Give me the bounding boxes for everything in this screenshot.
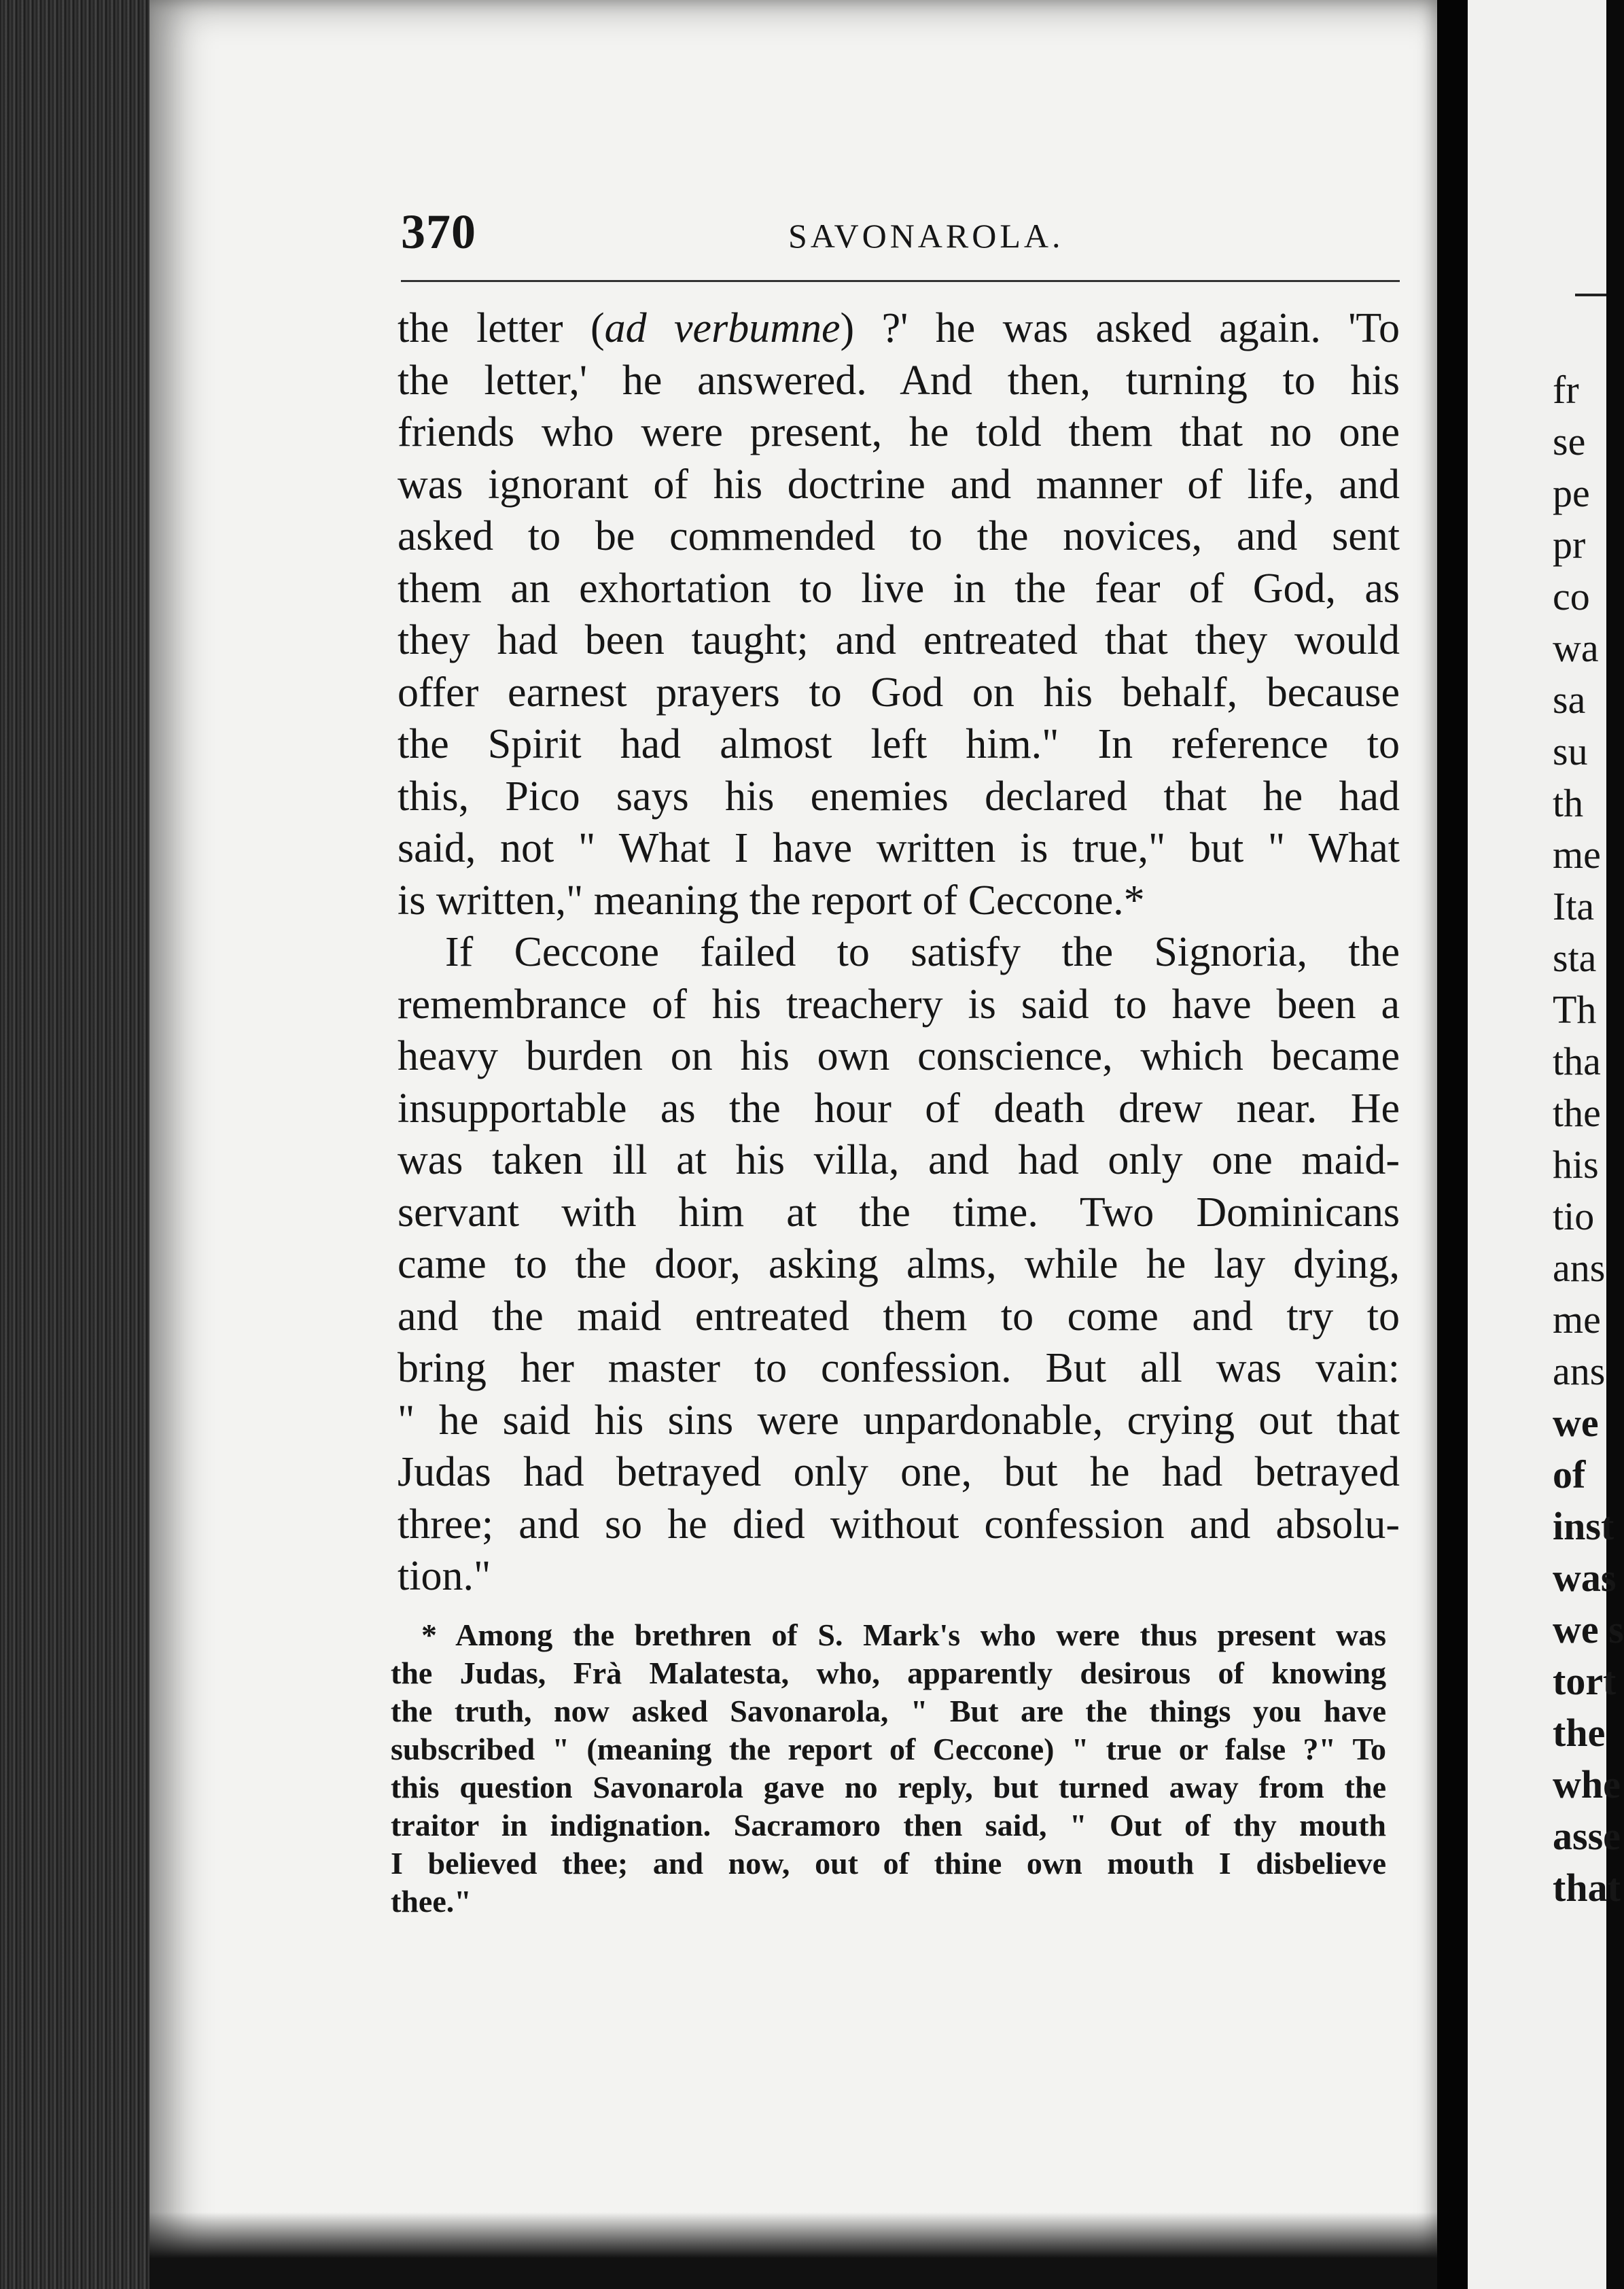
text-fragment: th bbox=[1553, 781, 1584, 825]
footnote-line: the Judas, Frà Malatesta, who, apparently desirous of knowing bbox=[391, 1656, 1386, 1690]
text-fragment: sta bbox=[1553, 936, 1597, 980]
text-line: the Spirit had almost left him." In reference to bbox=[398, 721, 1400, 767]
text-line: and the maid entreated them to come and try to bbox=[398, 1293, 1400, 1340]
text-line: this, Pico says his enemies declared that he had bbox=[398, 773, 1400, 820]
text-fragment: se bbox=[1553, 419, 1586, 464]
text-line: they had been taught; and entreated that they would bbox=[398, 617, 1400, 663]
text-line: tion." bbox=[398, 1553, 491, 1599]
footnote-line: I believed thee; and now, out of thine own mouth I disbelieve bbox=[391, 1846, 1386, 1881]
text-fragment: pr bbox=[1553, 523, 1586, 567]
text-line: heavy burden on his own conscience, which became bbox=[398, 1033, 1400, 1079]
text-fragment: tort bbox=[1553, 1659, 1617, 1703]
text-line: them an exhortation to live in the fear of God, as bbox=[398, 565, 1400, 612]
book-gutter bbox=[1437, 0, 1468, 2289]
text-fragment: we s bbox=[1553, 1607, 1624, 1652]
text-line: insupportable as the hour of death drew near. He bbox=[398, 1085, 1400, 1132]
footnote-line: thee." bbox=[391, 1884, 472, 1919]
text-fragment: the bbox=[1553, 1091, 1601, 1135]
text-fragment: me bbox=[1553, 1297, 1601, 1342]
text-fragment: sa bbox=[1553, 678, 1586, 722]
text-fragment: pe bbox=[1553, 471, 1590, 515]
text-line: the letter,' he answered. And then, turning to his bbox=[398, 357, 1400, 404]
text-fragment: fr bbox=[1553, 368, 1579, 412]
text-fragment: co bbox=[1553, 574, 1590, 618]
text-fragment: ans bbox=[1553, 1349, 1606, 1393]
text-line: three; and so he died without confession and absolu- bbox=[398, 1501, 1400, 1548]
text-line: was taken ill at his villa, and had only one maid- bbox=[398, 1137, 1400, 1183]
text-segment: the letter ( bbox=[398, 305, 605, 351]
footnote-line: * Among the brethren of S. Mark's who were thus present was bbox=[421, 1618, 1386, 1652]
footnote-line: the truth, now asked Savonarola, " But are the things you have bbox=[391, 1694, 1386, 1728]
text-line: Judas had betrayed only one, but he had betrayed bbox=[398, 1449, 1400, 1495]
text-fragment: inst bbox=[1553, 1504, 1614, 1548]
text-fragment: was bbox=[1553, 1556, 1617, 1600]
text-fragment: that bbox=[1553, 1866, 1621, 1910]
italic-phrase: ad verbumne bbox=[604, 305, 841, 351]
text-fragment: of bbox=[1553, 1452, 1586, 1497]
text-line: was ignorant of his doctrine and manner of life, and bbox=[398, 461, 1400, 508]
text-fragment: his bbox=[1553, 1142, 1599, 1187]
bottom-scan-shadow bbox=[149, 2212, 1437, 2289]
text-fragment: the bbox=[1553, 1711, 1606, 1755]
text-line: " he said his sins were unpardonable, crying out that bbox=[398, 1397, 1400, 1444]
running-head: SAVONAROLA. bbox=[788, 217, 1064, 255]
text-line: came to the door, asking alms, while he lay dying, bbox=[398, 1241, 1400, 1287]
text-fragment: su bbox=[1553, 729, 1588, 773]
text-line: is written," meaning the report of Ceccone.* bbox=[398, 877, 1145, 924]
header-rule bbox=[401, 280, 1400, 282]
page-edge-stack bbox=[0, 0, 153, 2289]
text-line bbox=[398, 302, 1400, 355]
text-fragment: tio bbox=[1553, 1194, 1595, 1238]
text-fragment: whe bbox=[1553, 1762, 1621, 1806]
text-fragment: asse bbox=[1553, 1814, 1621, 1858]
body-text bbox=[398, 302, 1400, 1603]
text-fragment: tha bbox=[1553, 1039, 1601, 1083]
text-fragment: me bbox=[1553, 833, 1601, 877]
footnote-line: this question Savonarola gave no reply, but turned away from the bbox=[391, 1770, 1386, 1804]
text-line: friends who were present, he told them that no one bbox=[398, 409, 1400, 455]
footnote bbox=[391, 1616, 1386, 1921]
text-fragment: ans bbox=[1553, 1246, 1606, 1290]
right-page-text-fragments bbox=[1553, 0, 1624, 2289]
text-line: remembrance of his treachery is said to have been a bbox=[398, 981, 1400, 1028]
footnote-line: subscribed " (meaning the report of Ceccone) " true or false ?" To bbox=[391, 1732, 1386, 1766]
page-number: 370 bbox=[401, 205, 476, 259]
text-line: asked to be commended to the novices, and sent bbox=[398, 513, 1400, 559]
text-segment: ) ?' he was asked again. 'To bbox=[840, 305, 1400, 351]
text-line: If Ceccone failed to satisfy the Signoria, the bbox=[445, 929, 1400, 975]
text-line: offer earnest prayers to God on his behalf, because bbox=[398, 669, 1400, 716]
text-fragment: wa bbox=[1553, 626, 1599, 670]
text-fragment: we bbox=[1553, 1401, 1599, 1445]
text-line: said, not " What I have written is true," but " What bbox=[398, 825, 1400, 871]
text-fragment: Ita bbox=[1553, 884, 1595, 928]
footnote-line: traitor in indignation. Sacramoro then said, " Out of thy mouth bbox=[391, 1808, 1386, 1842]
page-header bbox=[401, 204, 1400, 265]
text-line: servant with him at the time. Two Dominicans bbox=[398, 1189, 1400, 1236]
text-fragment: Th bbox=[1553, 988, 1597, 1032]
text-line: bring her master to confession. But all was vain: bbox=[398, 1345, 1400, 1391]
